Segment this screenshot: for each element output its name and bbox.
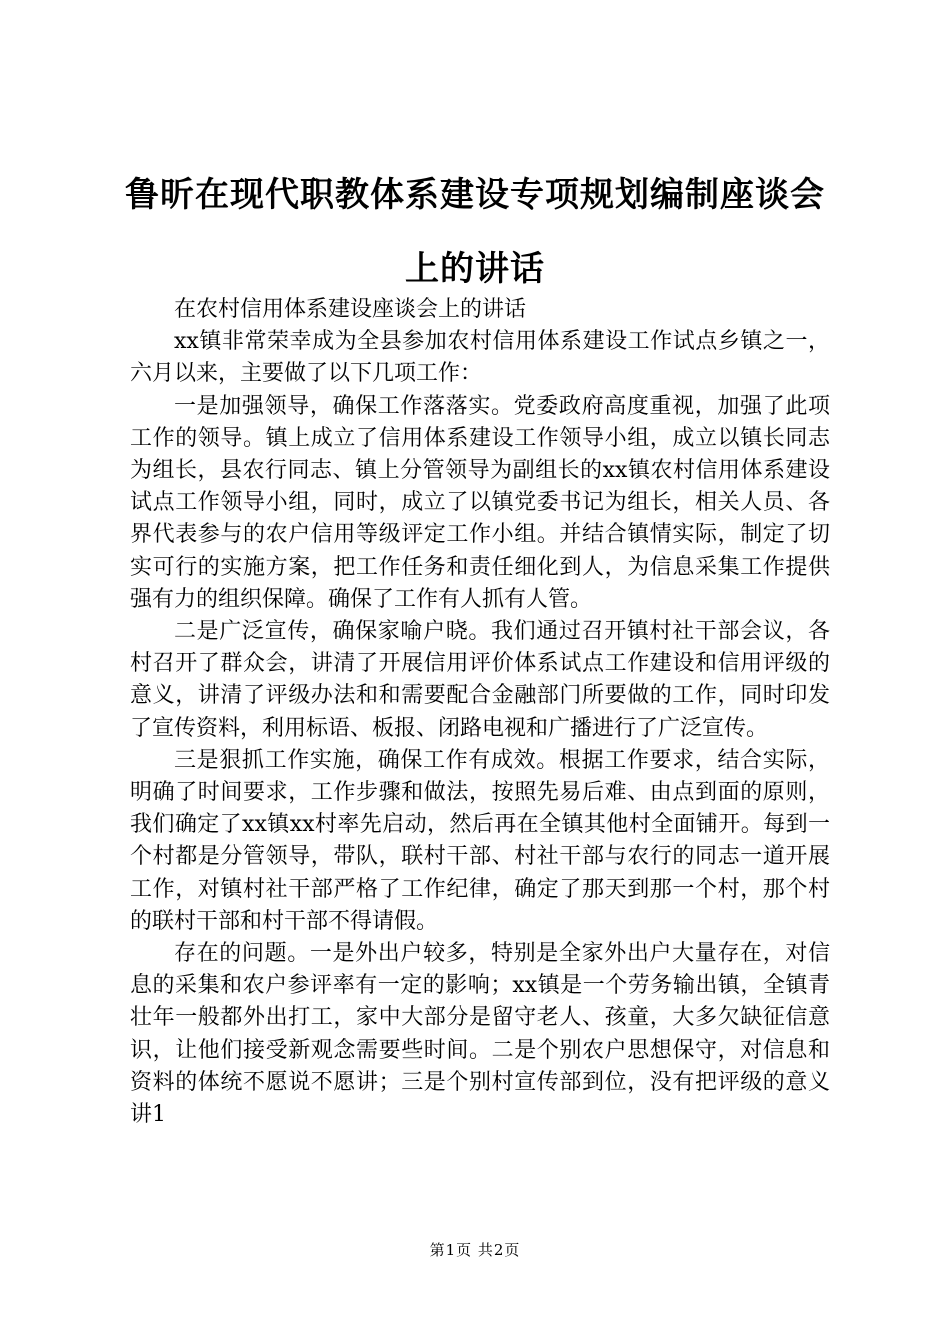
subtitle-paragraph: 在农村信用体系建设座谈会上的讲话	[174, 297, 527, 322]
document-title	[110, 158, 840, 306]
title-line-2: 上的讲话	[405, 249, 545, 289]
publicity-paragraph: 二是广泛宣传，确保家喻户晓。我们通过召开镇村社干部会议，各村召开了群众会，讲清了开展信用评价体系试点工作建设和信用评级的意义，讲清了评级办法和和需要配合金融部门所要做的工作，同时印发了宣传资料，利用标语、板报、闭路电视和广播进行了广泛宣传。	[130, 619, 830, 741]
implementation-paragraph: 三是狠抓工作实施，确保工作有成效。根据工作要求，结合实际，明确了时间要求，工作步骤和做法，按照先易后难、由点到面的原则，我们确定了xx镇xx村率先启动，然后再在全镇其他村全面铺开。每到一个村都是分管领导，带队，联村干部、村社干部与农行的同志一道开展工作，对镇村社干部严格了工作纪律，确定了那天到那一个村，那个村的联村干部和村干部不得请假。	[130, 747, 830, 934]
leadership-paragraph: 一是加强领导，确保工作落落实。党委政府高度重视，加强了此项工作的领导。镇上成立了信用体系建设工作领导小组，成立以镇长同志为组长，县农行同志、镇上分管领导为副组长的xx镇农村信用体系建设试点工作领导小组，同时，成立了以镇党委书记为组长，相关人员、各界代表参与的农户信用等级评定工作小组。并结合镇情实际，制定了切实可行的实施方案，把工作任务和责任细化到人，为信息采集工作提供强有力的组织保障。确保了工作有人抓有人管。	[130, 393, 830, 612]
page-footer: 第1页 共2页	[429, 1241, 521, 1259]
document-body	[130, 294, 830, 1131]
problems-paragraph: 存在的问题。一是外出户较多，特别是全家外出户大量存在，对信息的采集和农户参评率有一定的影响；xx镇是一个劳务输出镇，全镇青壮年一般都外出打工，家中大部分是留守老人、孩童，大多欠缺征信意识，让他们接受新观念需要些时间。二是个别农户思想保守，对信息和资料的体统不愿说不愿讲；三是个别村宣传部到位，没有把评级的意义讲1	[130, 941, 830, 1128]
title-line-1: 鲁昕在现代职教体系建设专项规划编制座谈会	[125, 175, 825, 215]
intro-paragraph: xx镇非常荣幸成为全县参加农村信用体系建设工作试点乡镇之一，六月以来，主要做了以下几项工作：	[130, 329, 830, 387]
